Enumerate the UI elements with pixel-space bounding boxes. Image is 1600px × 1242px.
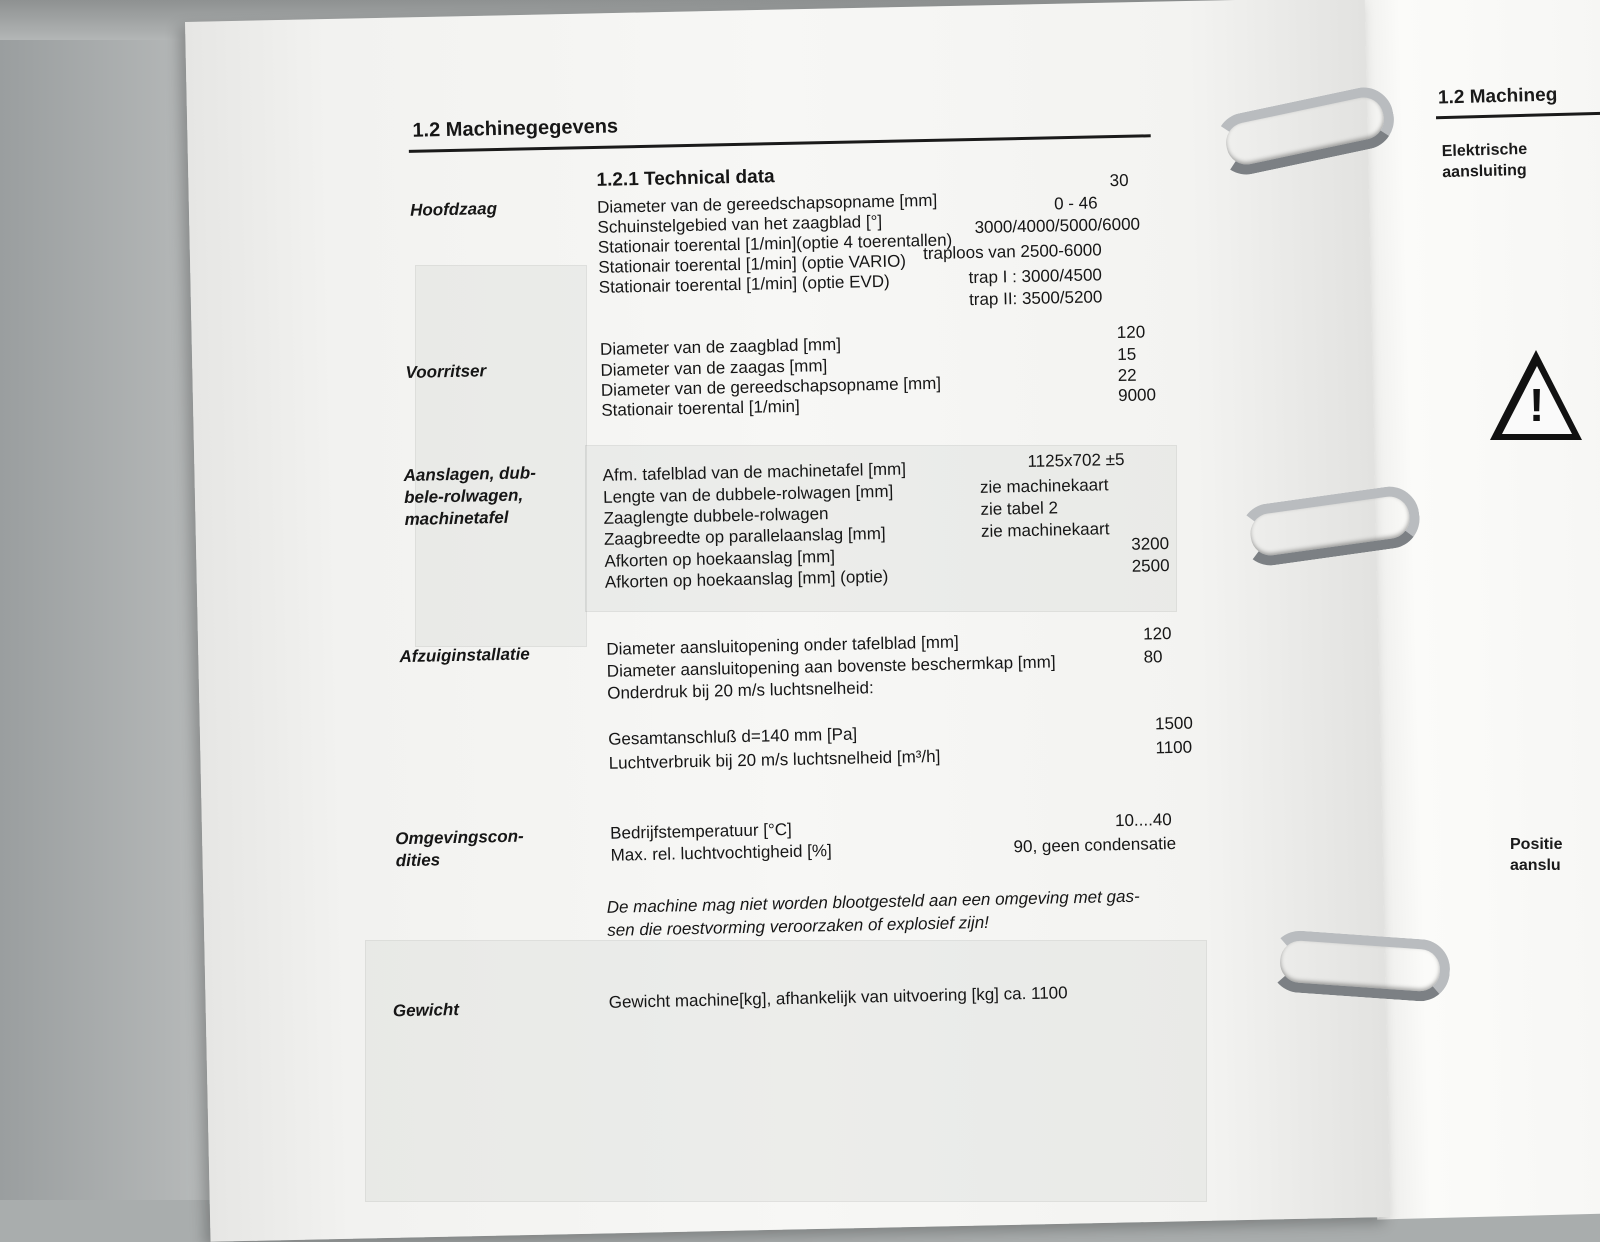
spec-row: Afkorten op hoekaanslag [mm] (optie) [604, 566, 889, 592]
spec-row: Diameter aansluitopening aan bovenste beschermkap [mm] [606, 652, 1056, 681]
spec-row: Zaagbreedte op parallelaanslag [mm] [603, 523, 886, 549]
spec-value: 1100 [1155, 737, 1193, 758]
spec-value: 120 [1116, 322, 1146, 343]
subheading: 1.2.1 Technical data [596, 166, 775, 191]
spec-value: trap II: 3500/5200 [968, 287, 1103, 310]
section-label-omgevingscondities: Omgevingscon- dities [395, 826, 524, 871]
spec-value: 90, geen condensatie [1013, 833, 1177, 857]
spec-value: 1500 [1154, 713, 1194, 734]
spec-row: Max. rel. luchtvochtigheid [%] [610, 841, 832, 865]
spec-row: Onderdruk bij 20 m/s luchtsnelheid: [607, 678, 874, 703]
section-label-aanslagen: Aanslagen, dub- bele-rolwagen, machinetafel [403, 463, 537, 529]
right-label-positie: Positie aanslu [1510, 836, 1563, 874]
section-label-hoofdzaag: Hoofdzaag [409, 198, 498, 220]
spec-value: 3200 [1131, 533, 1170, 554]
warning-note: De machine mag niet worden blootgesteld aan een omgeving met gas- sen die roestvorming veroorzaken of explosief zijn! [606, 886, 1140, 940]
spec-row: Gesamtanschluß d=140 mm [Pa] [608, 724, 858, 749]
spec-row: Stationair toerental [1/min] (optie EVD) [598, 271, 890, 297]
right-label-elektrische: Elektrische aansluiting [1441, 140, 1528, 182]
spec-row: Afkorten op hoekaanslag [mm] [604, 546, 836, 571]
spec-value: traploos van 2500-6000 [922, 240, 1102, 264]
spec-row: Diameter van de gereedschapsopname [mm] [600, 373, 942, 400]
spec-value: 120 [1142, 623, 1172, 644]
exclamation-icon: ! [1529, 379, 1545, 431]
spec-row: Bedrijfstemperatuur [°C] [609, 819, 792, 843]
section-label-gewicht: Gewicht [392, 999, 460, 1021]
spec-value: 2500 [1131, 555, 1170, 576]
spec-row: Zaaglengte dubbele-rolwagen [603, 504, 829, 528]
spec-value: trap I : 3000/4500 [968, 265, 1103, 288]
spec-row: Gewicht machine[kg], afhankelijk van uitvoering [kg] ca. 1100 [608, 983, 1068, 1012]
spec-value: 10....40 [1114, 809, 1172, 831]
spec-value: 9000 [1117, 385, 1157, 406]
spec-row: Afm. tafelblad van de machinetafel [mm] [602, 459, 907, 485]
spec-row: Luchtverbruik bij 20 m/s luchtsnelheid [m³/h] [608, 746, 941, 773]
spec-value: 3000/4000/5000/6000 [974, 214, 1141, 237]
binder-ring-bottom [1268, 929, 1452, 1003]
spec-row: Stationair toerental [1/min] (optie VARIO) [598, 251, 907, 277]
document-content [392, 93, 1242, 1190]
section-label-afzuiginstallatie: Afzuiginstallatie [399, 644, 530, 667]
spec-row: Diameter aansluitopening onder tafelblad [mm] [606, 632, 959, 659]
spec-value: zie machinekaart [979, 475, 1109, 497]
spec-value: 22 [1117, 365, 1137, 386]
section-label-voorritser: Voorritser [405, 361, 487, 382]
spec-row: Stationair toerental [1/min] [601, 396, 800, 420]
spec-value: 0 - 46 [1053, 193, 1098, 214]
spec-row: Diameter van de gereedschapsopname [mm] [596, 190, 938, 217]
spec-value: 15 [1117, 344, 1137, 365]
spec-row: Stationair toerental [1/min](optie 4 toerentallen) [597, 230, 953, 257]
spec-row: Schuinstelgebied van het zaagblad [°] [597, 211, 883, 237]
spec-row: Diameter van de zaagblad [mm] [599, 334, 842, 359]
right-page-heading: 1.2 Machineg [1437, 84, 1558, 109]
spec-value: zie machinekaart [980, 519, 1110, 541]
spec-value: 80 [1143, 647, 1163, 667]
spec-value: 1125x702 ±5 [1027, 449, 1125, 471]
spec-row: Lengte van de dubbele-rolwagen [mm] [602, 481, 894, 507]
spec-row: Diameter van de zaagas [mm] [600, 356, 828, 380]
spec-value: 30 [1109, 170, 1129, 191]
page-heading: 1.2 Machinegegevens [412, 115, 619, 142]
spec-value: zie tabel 2 [980, 498, 1059, 519]
